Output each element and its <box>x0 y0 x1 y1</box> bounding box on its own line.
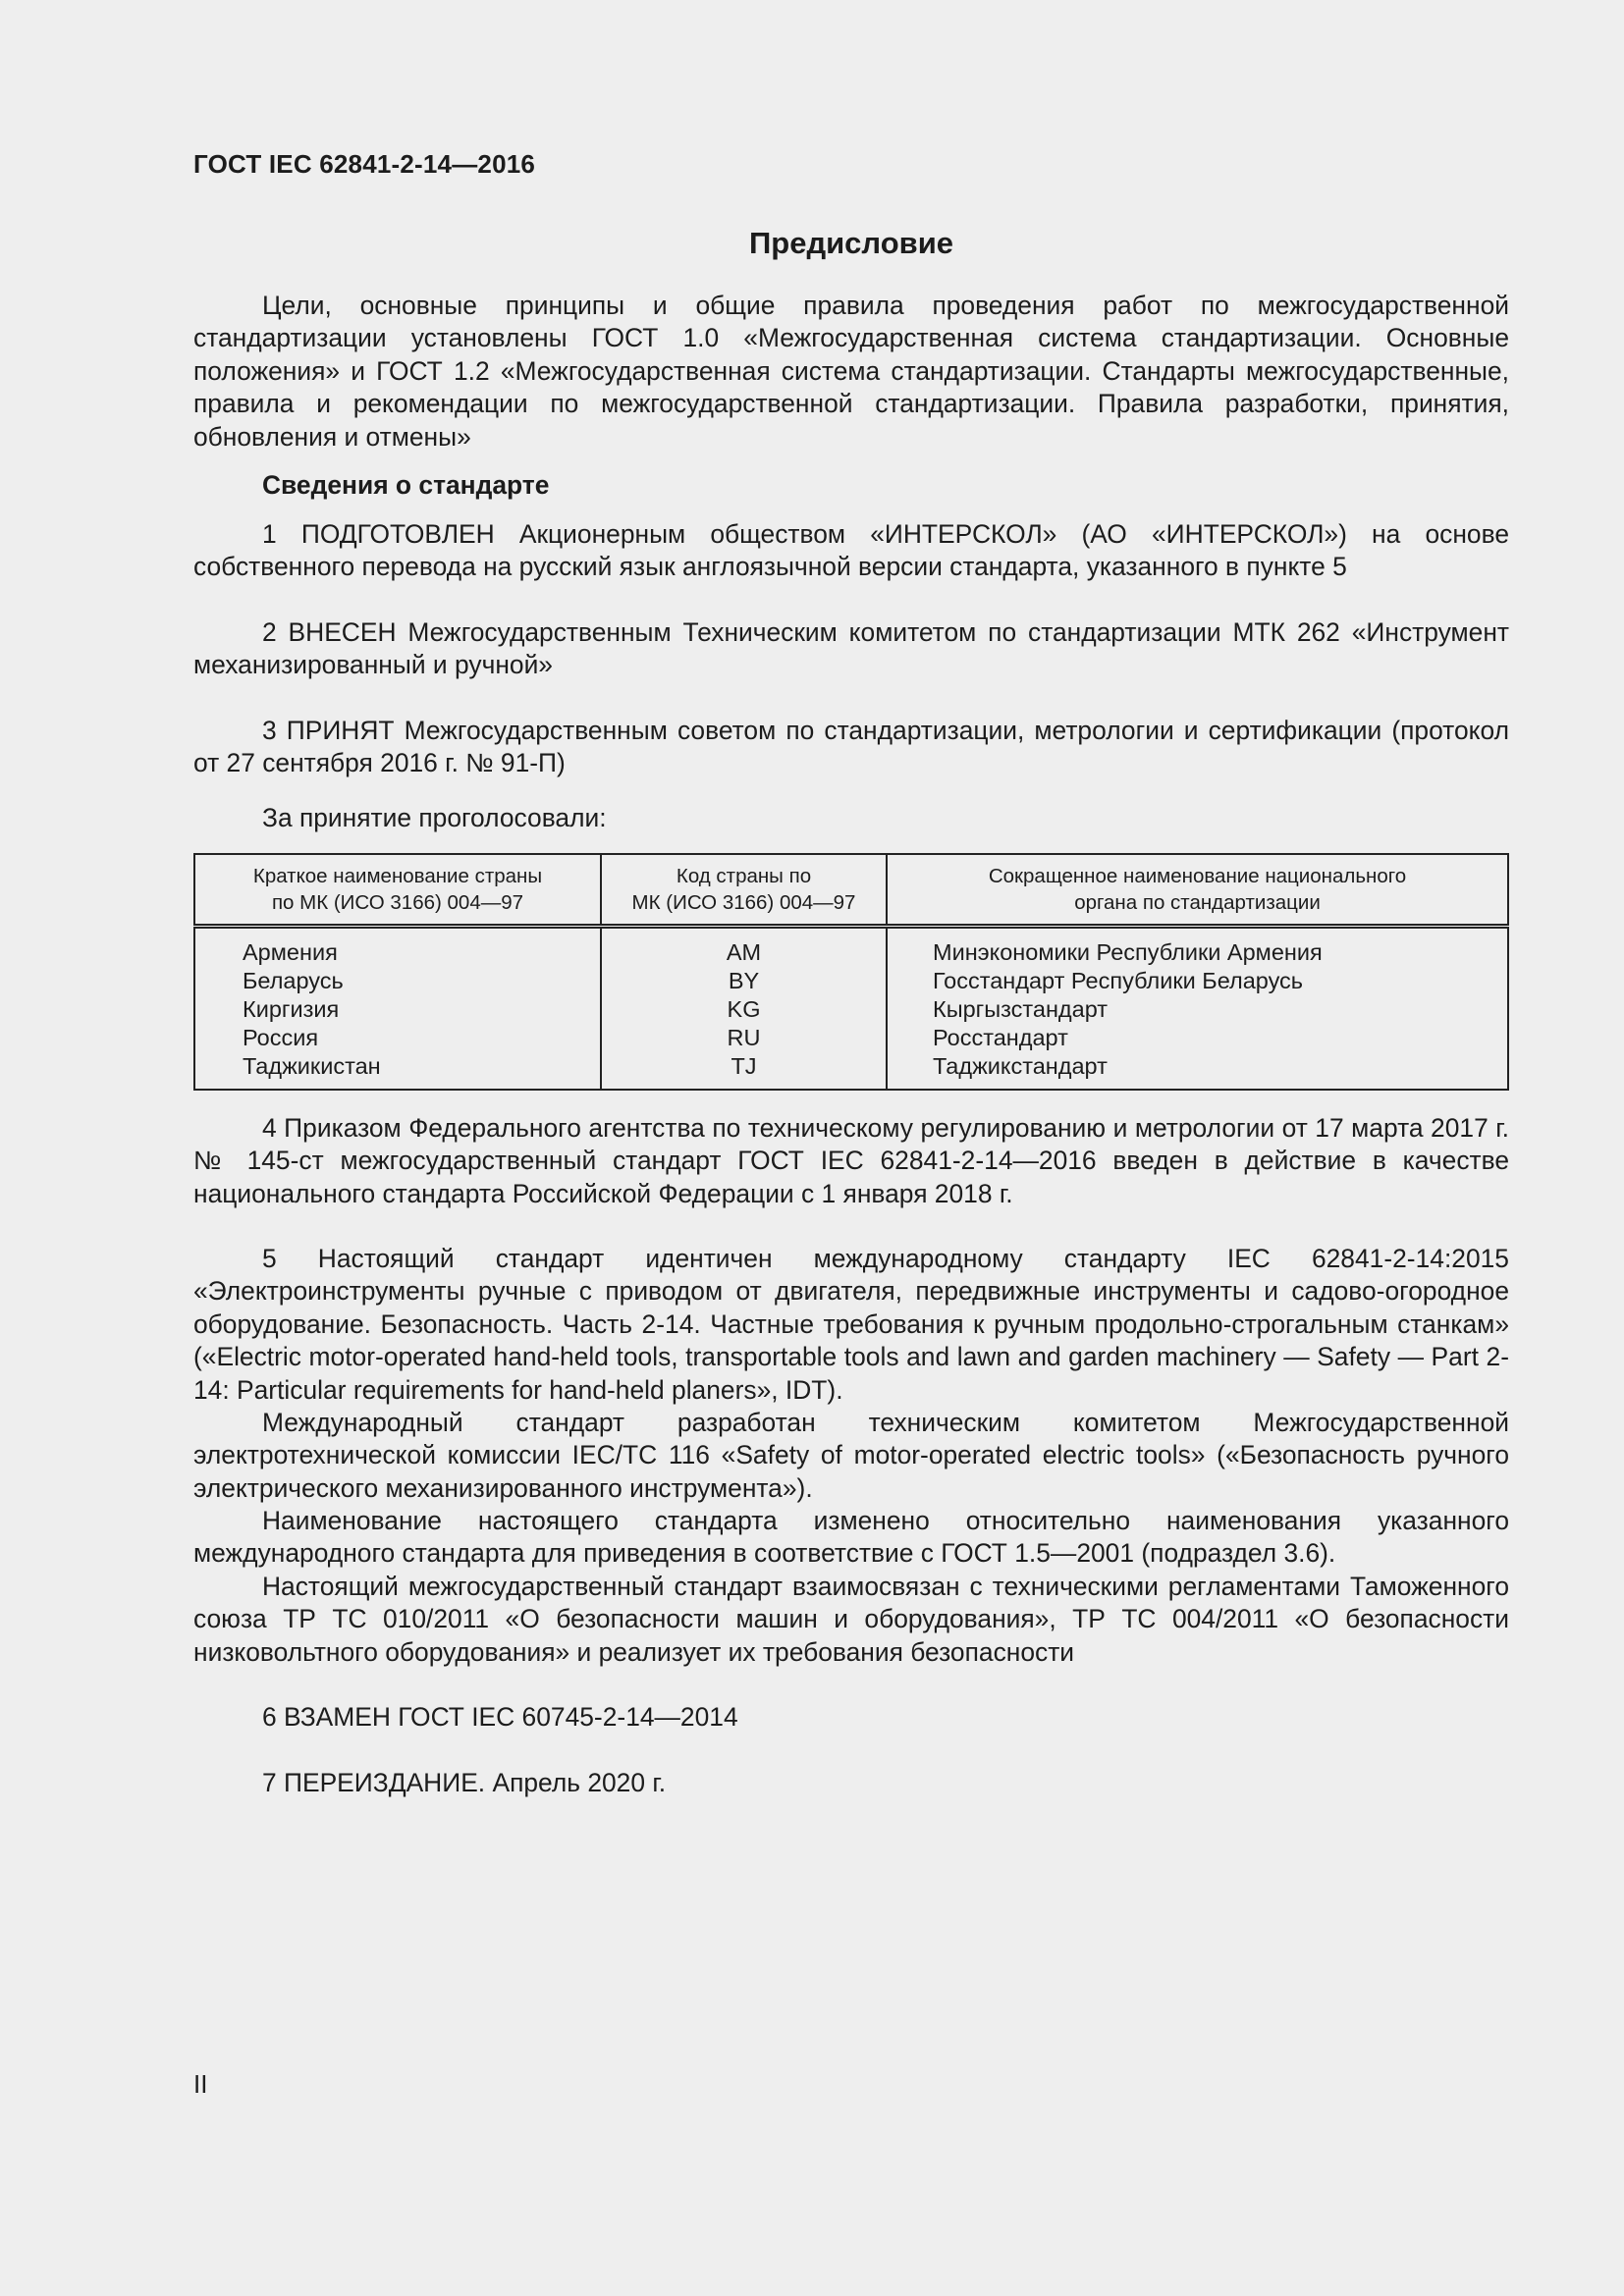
header-org: Сокращенное наименование национального органа по стандартизации <box>887 854 1508 927</box>
header-code: Код страны по МК (ИСО 3166) 004—97 <box>601 854 887 927</box>
standards-body: Госстандарт Республики Беларусь <box>933 968 1304 993</box>
page-title: Предисловие <box>748 226 953 260</box>
item-4-order: 4 Приказом Федерального агентства по техническому регулированию и метрологии от 17 марта 2017 г. № 145-ст межгосударственный стандарт ГОСТ IEC 62841-2-14—2016 введен в действие в качестве национального стандарта Российской Федерации с 1 января 2018 г. <box>193 1113 1509 1208</box>
votes-intro: За принятие проголосовали: <box>262 803 607 832</box>
table-body-row <box>194 927 1508 1091</box>
code-column <box>601 927 887 1091</box>
item-1-prepared: 1 ПОДГОТОВЛЕН Акционерным обществом «ИНТЕРСКОЛ» (АО «ИНТЕРСКОЛ») на основе собственного перевода на русский язык англоязычной версии стандарта, указанного в пункте 5 <box>193 519 1509 582</box>
standards-body: Минэкономики Республики Армения <box>933 939 1323 965</box>
country-code: BY <box>728 968 760 993</box>
standards-body: Кыргызстандарт <box>933 996 1109 1022</box>
item-5-committee: Международный стандарт разработан техническим комитетом Межгосударственной электротехнической комиссии IEC/TC 116 «Safety of motor-operated electric tools» («Безопасность ручного электрического механизированного инструмента»). <box>193 1408 1509 1503</box>
item-5-identical: 5 Настоящий стандарт идентичен международному стандарту IEC 62841-2-14:2015 «Электроинструменты ручные с приводом от двигателя, передвижные инструменты и садово-огородное оборудование. Безопасность. Часть 2-14. Частные требования к ручным продольно-строгальным станкам» («Electric motor-operated hand-held tools, transportable tools and lawn and garden machinery — Safety — Part 2-14: Particular requirements for hand-held planers», IDT). <box>193 1244 1509 1405</box>
country-code: RU <box>727 1025 761 1050</box>
item-7-reissue: 7 ПЕРЕИЗДАНИЕ. Апрель 2020 г. <box>262 1768 667 1797</box>
standards-body: Таджикстандарт <box>933 1053 1108 1079</box>
country-name: Армения <box>243 939 338 965</box>
country-code: KG <box>727 996 761 1022</box>
standards-body: Росстандарт <box>933 1025 1068 1050</box>
country-code: AM <box>726 939 762 965</box>
org-column <box>887 927 1508 1091</box>
item-2-submitted: 2 ВНЕСЕН Межгосударственным Техническим комитетом по стандартизации МТК 262 «Инструмент механизированный и ручной» <box>193 617 1509 680</box>
item-5-regulations: Настоящий межгосударственный стандарт взаимосвязан с техническими регламентами Таможенного союза ТР ТС 010/2011 «О безопасности машин и оборудования», ТР ТС 004/2011 «О безопасности низковольтного оборудования» и реализует их требования безопасности <box>193 1572 1509 1667</box>
item-3-adopted: 3 ПРИНЯТ Межгосударственным советом по стандартизации, метрологии и сертификации (протокол от 27 сентября 2016 г. № 91-П) <box>193 716 1509 778</box>
section-heading: Сведения о стандарте <box>262 470 550 500</box>
country-column <box>194 927 601 1091</box>
item-5-name-change: Наименование настоящего стандарта изменено относительно наименования указанного международного стандарта для приведения в соответствие с ГОСТ 1.5—2001 (подраздел 3.6). <box>193 1506 1509 1569</box>
country-name: Россия <box>243 1025 319 1050</box>
country-code: TJ <box>731 1053 757 1079</box>
item-6-replaces: 6 ВЗАМЕН ГОСТ IEC 60745-2-14—2014 <box>262 1702 738 1732</box>
page-number: II <box>193 2069 208 2099</box>
document-code: ГОСТ IEC 62841-2-14—2016 <box>193 149 536 179</box>
country-name: Таджикистан <box>243 1053 381 1079</box>
header-country: Краткое наименование страны по МК (ИСО 3166) 004—97 <box>194 854 601 927</box>
votes-table <box>193 853 1509 1091</box>
country-name: Беларусь <box>243 968 344 993</box>
country-name: Киргизия <box>243 996 340 1022</box>
table-header-row <box>194 854 1508 927</box>
intro-paragraph: Цели, основные принципы и общие правила проведения работ по межгосударственной стандартизации установлены ГОСТ 1.0 «Межгосударственная система стандартизации. Основные положения» и ГОСТ 1.2 «Межгосударственная система стандартизации. Стандарты межгосударственные, правила и рекомендации по межгосударственной стандартизации. Правила разработки, принятия, обновления и отмены» <box>193 291 1509 452</box>
